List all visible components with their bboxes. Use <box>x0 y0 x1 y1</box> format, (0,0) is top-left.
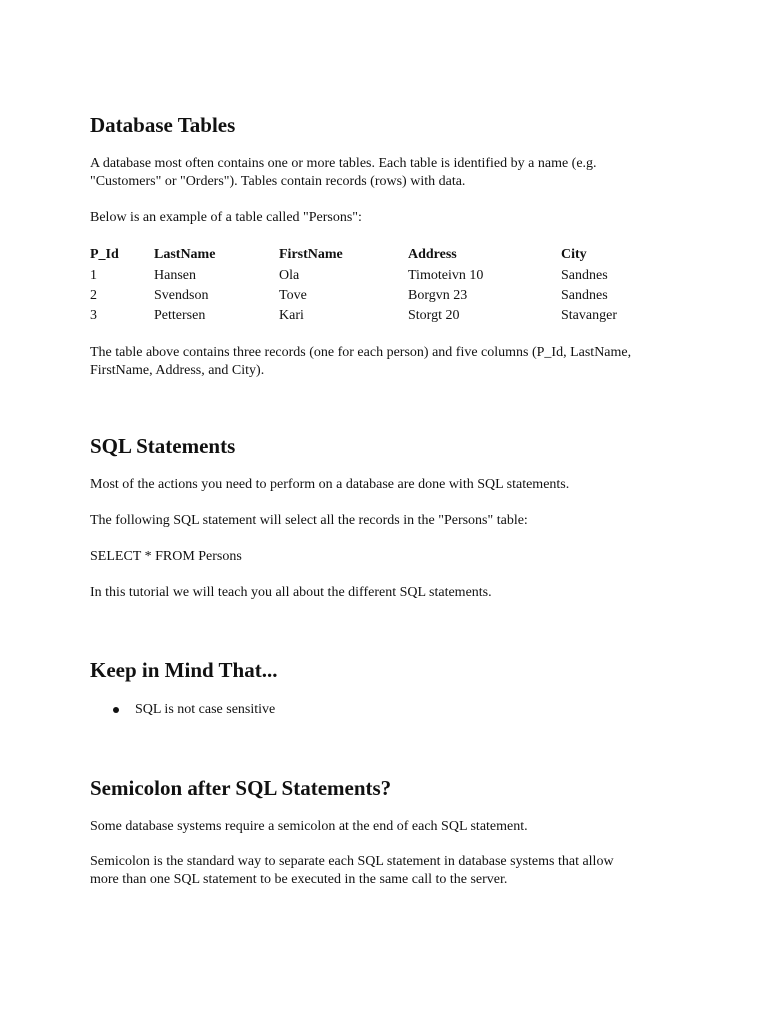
semicolon-line-2: more than one SQL statement to be executed in the same call to the server. <box>90 872 508 887</box>
heading-sql-statements: SQL Statements <box>90 434 236 458</box>
cell-p-id: 1 <box>90 267 97 283</box>
header-p-id: P_Id <box>90 247 119 263</box>
bullet-icon <box>113 707 119 713</box>
heading-database-tables: Database Tables <box>90 113 236 137</box>
cell-city: Sandnes <box>561 287 608 303</box>
list-item <box>90 701 275 719</box>
cell-lastname: Pettersen <box>154 308 206 324</box>
sql-statements-para-3: In this tutorial we will teach you all about the different SQL statements. <box>90 585 492 600</box>
cell-firstname: Tove <box>279 287 307 303</box>
cell-city: Stavanger <box>561 308 617 324</box>
keep-in-mind-list <box>90 701 275 719</box>
sql-statements-para-1: Most of the actions you need to perform on a database are done with SQL statements. <box>90 477 570 492</box>
heading-semicolon: Semicolon after SQL Statements? <box>90 776 392 800</box>
intro-line-1: A database most often contains one or more tables. Each table is identified by a name (e.g. <box>90 156 597 171</box>
header-address: Address <box>408 247 457 263</box>
cell-firstname: Ola <box>279 267 300 283</box>
table-row <box>90 265 661 285</box>
table-row <box>90 286 661 306</box>
cell-address: Timoteivn 10 <box>408 267 484 283</box>
header-lastname: LastName <box>154 247 216 263</box>
semicolon-para-1: Some database systems require a semicolon at the end of each SQL statement. <box>90 819 528 834</box>
summary-line-1: The table above contains three records (one for each person) and five columns (P_Id, LastName, <box>90 345 632 360</box>
header-city: City <box>561 247 587 263</box>
table-row <box>90 306 661 326</box>
table-summary <box>90 344 686 380</box>
semicolon-line-1: Semicolon is the standard way to separate each SQL statement in database systems that allow <box>90 854 614 869</box>
summary-line-2: FirstName, Address, and City). <box>90 363 265 378</box>
cell-p-id: 2 <box>90 287 97 303</box>
table-header-row <box>90 245 661 265</box>
cell-address: Borgvn 23 <box>408 287 468 303</box>
semicolon-para-2 <box>90 853 686 889</box>
database-tables-intro <box>90 155 686 191</box>
example-intro: Below is an example of a table called "Persons": <box>90 210 362 225</box>
list-item-text: SQL is not case sensitive <box>135 702 276 717</box>
sql-code-example: SELECT * FROM Persons <box>90 549 242 564</box>
persons-table <box>90 245 661 327</box>
header-firstname: FirstName <box>279 247 343 263</box>
cell-city: Sandnes <box>561 267 608 283</box>
cell-lastname: Hansen <box>154 267 196 283</box>
cell-firstname: Kari <box>279 308 304 324</box>
cell-p-id: 3 <box>90 308 97 324</box>
sql-statements-para-2: The following SQL statement will select all the records in the "Persons" table: <box>90 513 528 528</box>
heading-keep-in-mind: Keep in Mind That... <box>90 658 278 682</box>
cell-lastname: Svendson <box>154 287 209 303</box>
intro-line-2: "Customers" or "Orders"). Tables contain records (rows) with data. <box>90 174 466 189</box>
cell-address: Storgt 20 <box>408 308 460 324</box>
